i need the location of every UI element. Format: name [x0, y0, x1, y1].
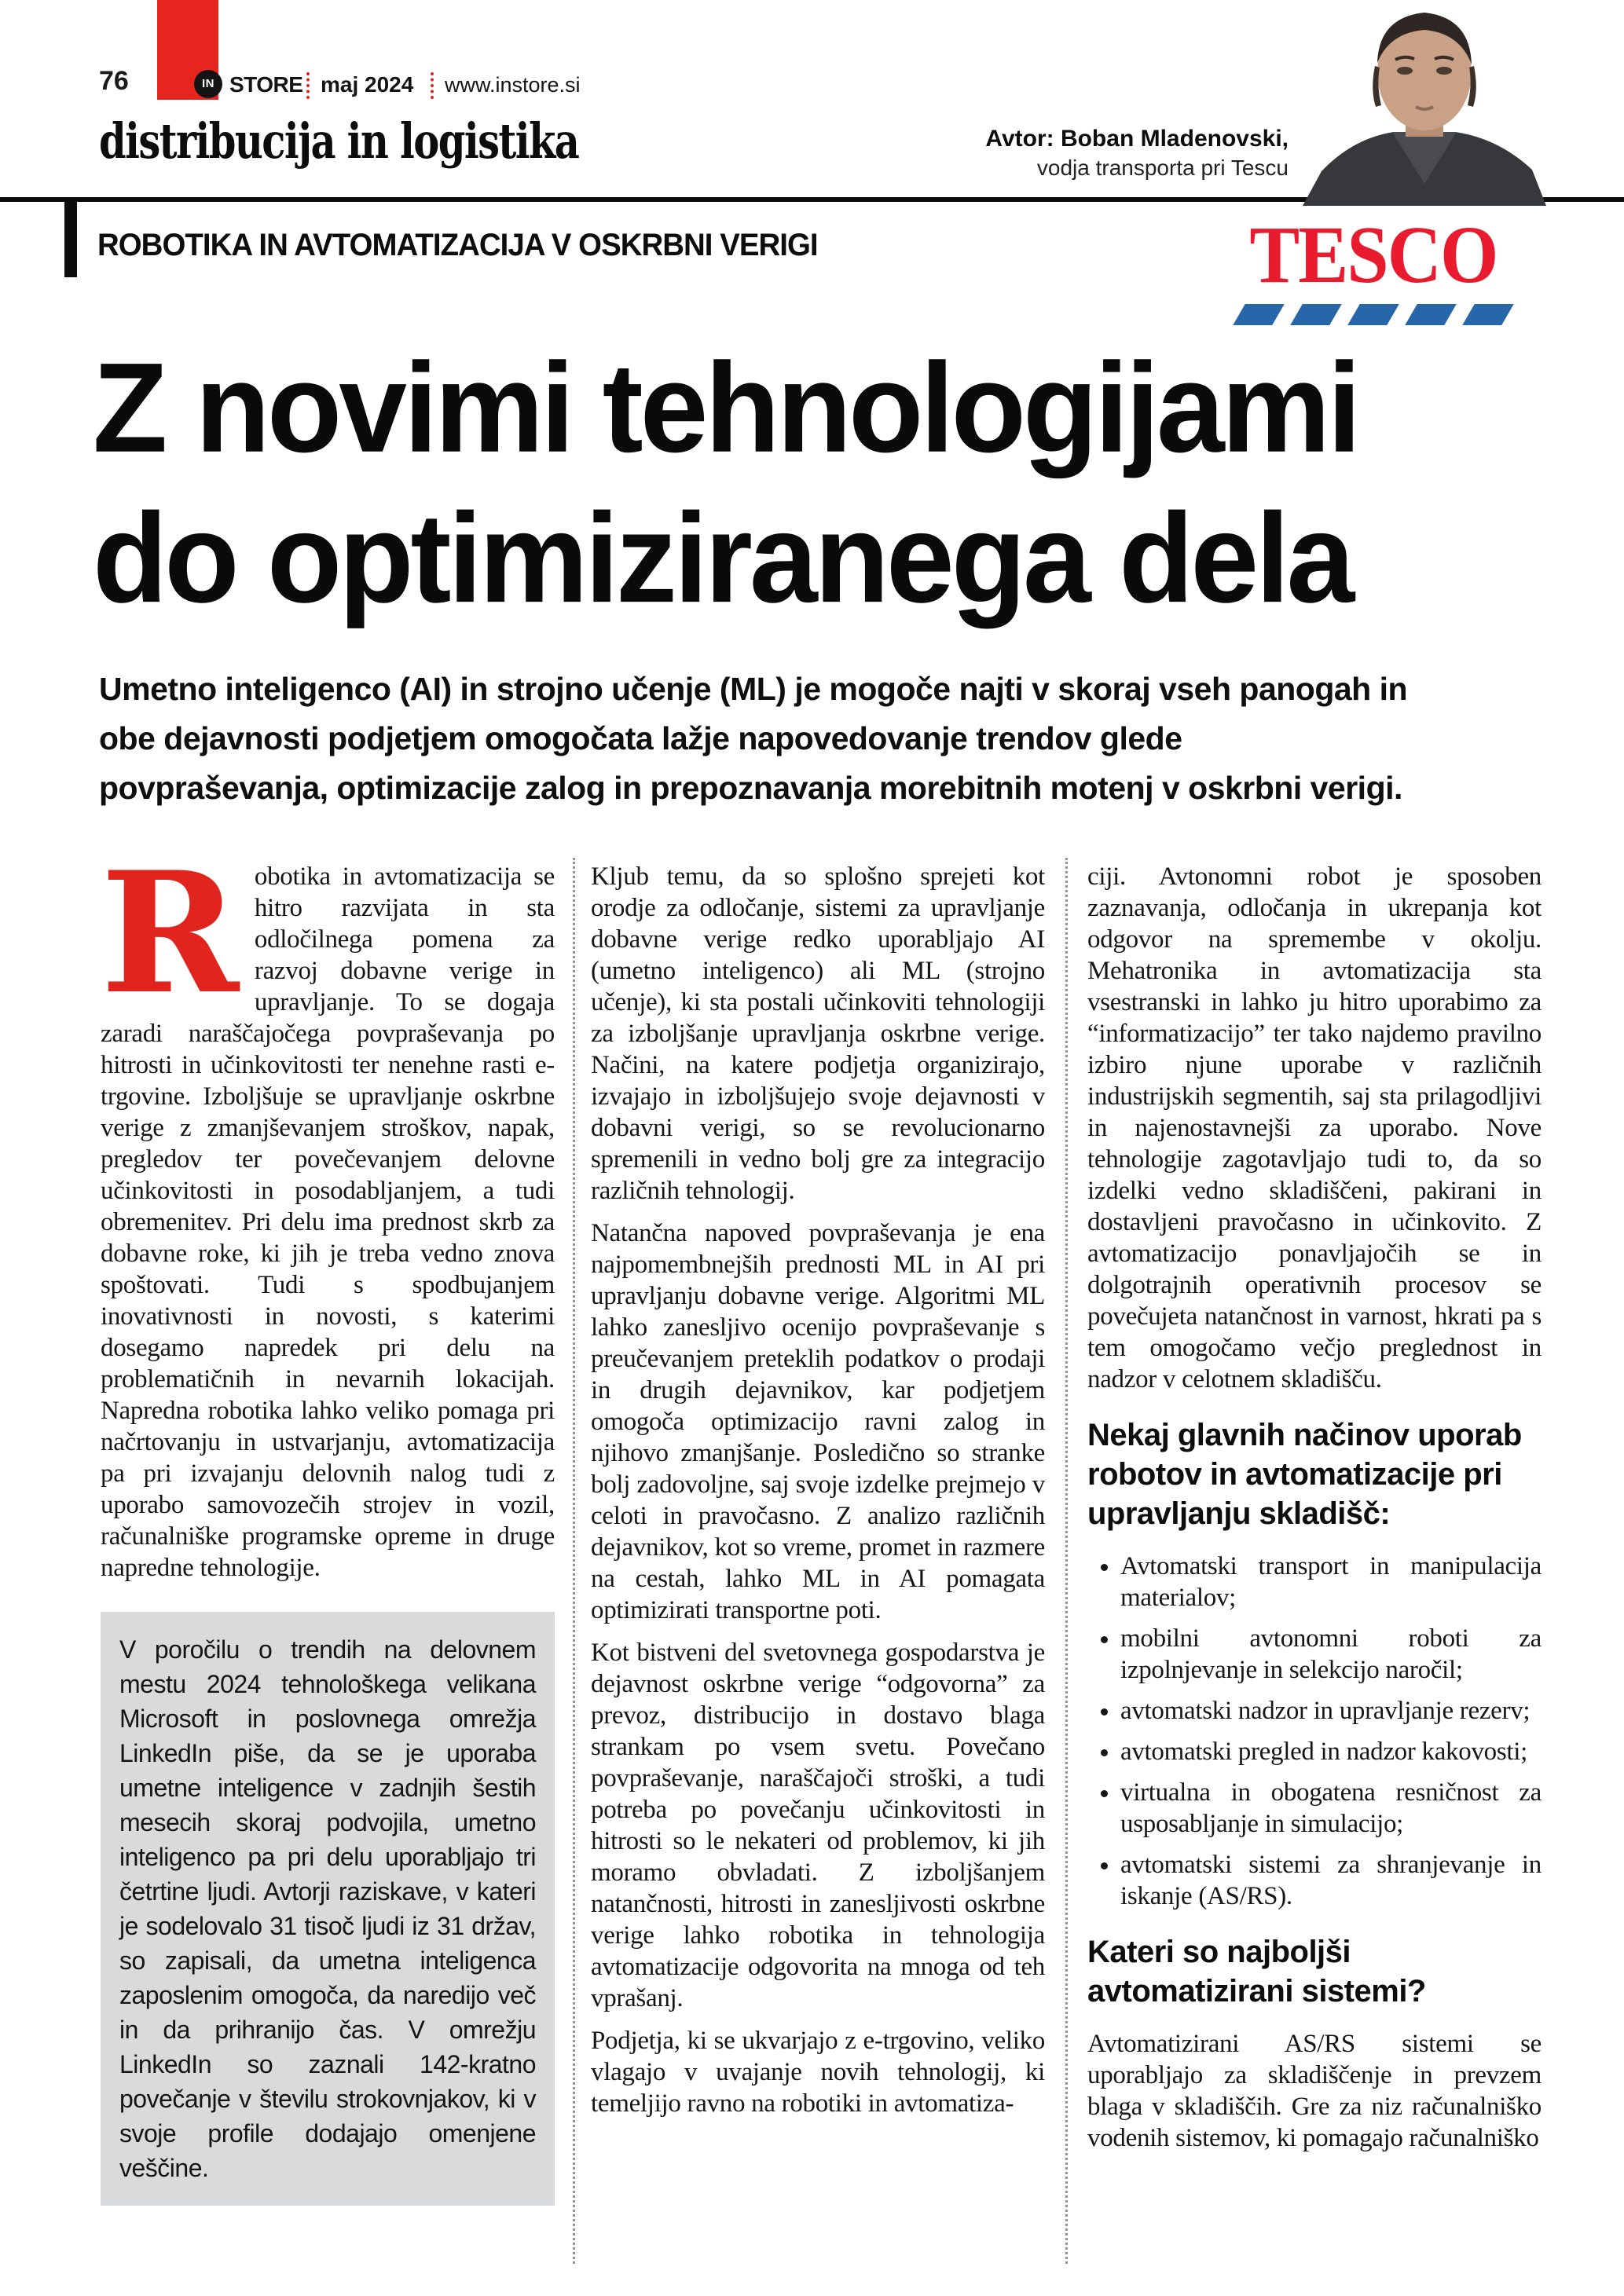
paragraph	[101, 861, 555, 1584]
header-dotted-divider	[306, 72, 310, 99]
issue-date: maj 2024	[321, 72, 414, 97]
website-link[interactable]: www.instore.si	[445, 73, 581, 97]
author-role: vodja transporta pri Tescu	[1036, 156, 1289, 180]
info-box-text: V poročilu o trendih na delovnem mestu 2024 tehnološkega velikana Microsoft in poslovnega omrežja LinkedIn piše, da se je uporaba umetne inteligence v zadnjih šestih mesecih skoraj podvojila, umetno inteligenco pa pri delu uporabljajo tri četrtine ljudi. Avtorji raziskave, v kateri je sodelovalo 31 tisoč ljudi iz 31 držav, so zapisali, da umetna inteligenca zaposlenim omogoča, da naredijo več in da prihranijo čas. V omrežju LinkedIn so zaznali 142-kratno povečanje v številu strokovnjakov, ki v svoje profile dodajajo omenjene veščine.	[119, 1635, 536, 2182]
subhead-best-systems: Kateri so najboljši avtomatizirani sistemi?	[1087, 1935, 1426, 2009]
column-2	[591, 861, 1045, 2296]
paragraph: Podjetja, ki se ukvarjajo z e-trgovino, veliko vlagajo v uvajanje novih tehnologij, ki temeljijo ravno na robotiki in avtomatiza-	[591, 2027, 1045, 2118]
instore-logo-text: STORE	[229, 72, 303, 97]
column-divider	[573, 858, 575, 2264]
kicker-bar	[64, 199, 77, 277]
author-photo	[1298, 3, 1551, 206]
section-title: distribucija in logistika	[99, 112, 579, 170]
paragraph: Kljub temu, da so splošno sprejeti kot orodje za odločanje, sistemi za upravljanje dobavne verige redko uporabljajo AI (umetno inteligenco) ali ML (strojno učenje), ki sta postali učinkoviti tehnologiji za izboljšanje upravljanja oskrbne verige. Načini, na katere podjetja organizirajo, izvajajo in izboljšujejo svoje dejavnosti v dobavni verigi, so se revolucionarno spremenili in vedno bolj gre za integracijo različnih tehnologij.	[591, 862, 1045, 1205]
tesco-logo	[1222, 212, 1525, 325]
info-box	[101, 1612, 555, 2206]
bullet-item: • mobilni avtonomni roboti za izpolnjevanje in selekcijo naročil;	[1120, 1623, 1542, 1686]
page-number: 76	[99, 66, 129, 96]
instore-logo-icon: IN	[194, 70, 222, 98]
paragraph: Avtomatizirani AS/RS sistemi se uporabljajo za skladiščenje in prevzem blaga v skladiščih. Gre za niz računalniško vodenih sistemov, ki pomagajo računalniško	[1087, 2030, 1542, 2152]
headline-line2: do optimiziranega dela	[93, 487, 1352, 630]
author-block	[817, 124, 1289, 182]
column-3	[1087, 861, 1542, 2296]
bullet-item: • virtualna in obogatena resničnost za usposabljanje in simulacijo;	[1120, 1777, 1542, 1840]
paragraph: ciji. Avtonomni robot je sposoben zaznavanja, odločanja in ukrepanja kot odgovor na spremembe v okolju. Mehatronika in avtomatizacija sta vsestranski in lahko ju hitro uporabimo za “informatizacijo” ter tako najdemo pravilno izbiro njune uporabe v različnih industrijskih segmentih, saj sta prilagodljivi in najenostavnejši za uporabo. Nove tehnologije zagotavljajo tudi to, da so izdelki vedno skladiščeni, pakirani in dostavljeni pravočasno in učinkovito. Z avtomatizacijo ponavljajočih se in dolgotrajnih operativnih procesov se povečujeta natančnost in varnost, hkrati pa s tem omogočamo večjo preglednost in nadzor v celotnem skladišču.	[1087, 862, 1542, 1393]
tesco-logo-text: TESCO	[1249, 210, 1498, 300]
paragraph: Natančna napoved povpraševanja je ena najpomembnejših prednosti ML in AI pri upravljanju dobavne verige. Algoritmi ML lahko zanesljivo ocenijo povpraševanje s preučevanjem preteklih podatkov o prodaji in drugih dejavnikov, kar podjetjem omogoča optimizacijo ravni zalog in njihovo zmanjšanje. Posledično so stranke bolj zadovoljne, saj svoje izdelke prejmejo v celoti in pravočasno. Z analizo različnih dejavnikov, kot so vreme, promet in razmere na cestah, lahko ML in AI pomagata optimizirati transportne poti.	[591, 1219, 1045, 1624]
bullet-item: • avtomatski nadzor in upravljanje rezerv;	[1120, 1695, 1542, 1727]
kicker: ROBOTIKA IN AVTOMATIZACIJA V OSKRBNI VERIGI	[97, 228, 818, 262]
headline-line1: Z novimi tehnologijami	[93, 337, 1358, 480]
drop-cap: R	[101, 861, 239, 1031]
article-headline	[93, 333, 1586, 634]
author-name: Avtor: Boban Mladenovski,	[985, 126, 1289, 152]
tesco-logo-dashes	[1222, 304, 1525, 325]
paragraph-text: obotika in avtomatizacija se hitro razvijata in sta odločilnega pomena za razvoj dobavne verige in upravljanje. To se dogaja zaradi naraščajočega povpraševanja po hitrosti in učinkovitosti ter nenehne rasti e-trgovine. Izboljšuje se upravljanje oskrbne verige z zmanjševanjem stroškov, napak, pregledov ter povečevanjem delovne učinkovitosti in posodabljanjem, a tudi obremenitev. Pri delu ima prednost skrb za dobavne roke, ki jih je treba vedno znova spoštovati. Tudi s spodbujanjem inovativnosti in novosti, s katerimi dosegamo napredek pri delu na problematičnih in nevarnih lokacijah. Napredna robotika lahko veliko pomaga pri načrtovanju in ustvarjanju, avtomatizacija pa pri izvajanju delovnih nalog tudi z uporabo samovozečih strojev in vozil, računalniške programske opreme in druge napredne tehnologije.	[101, 862, 555, 1582]
bullet-item: • Avtomatski transport in manipulacija materialov;	[1120, 1551, 1542, 1613]
bullet-list	[1087, 1551, 1542, 1912]
article-lead: Umetno inteligenco (AI) in strojno učenje (ML) je mogoče najti v skoraj vseh panogah in obe dejavnosti podjetjem omogočata lažje napovedovanje trendov glede povpraševanja, optimizacije zalog in prepoznavanja morebitnih motenj v oskrbni verigi.	[99, 671, 1408, 806]
bullet-item: • avtomatski pregled in nadzor kakovosti;	[1120, 1736, 1542, 1767]
subhead-uses: Nekaj glavnih načinov uporab robotov in avtomatizacije pri upravljanju skladišč:	[1087, 1418, 1522, 1531]
header-dotted-divider	[431, 72, 434, 99]
bullet-item: • avtomatski sistemi za shranjevanje in iskanje (AS/RS).	[1120, 1849, 1542, 1912]
column-divider	[1065, 858, 1068, 2264]
column-1	[101, 861, 555, 2296]
paragraph: Kot bistveni del svetovnega gospodarstva je dejavnost oskrbne verige “odgovorna” za prevoz, distribucijo in dostavo blaga strankam po vsem svetu. Povečano povpraševanje, naraščajoči stroški, a tudi potreba po povečanju učinkovitosti in hitrosti so le nekateri od problemov, ki jih moramo obvladati. Z izboljšanjem natančnosti, hitrosti in zanesljivosti oskrbne verige lahko robotika in tehnologija avtomatizacije odgovorita na mnoga od teh vprašanj.	[591, 1639, 1045, 2012]
